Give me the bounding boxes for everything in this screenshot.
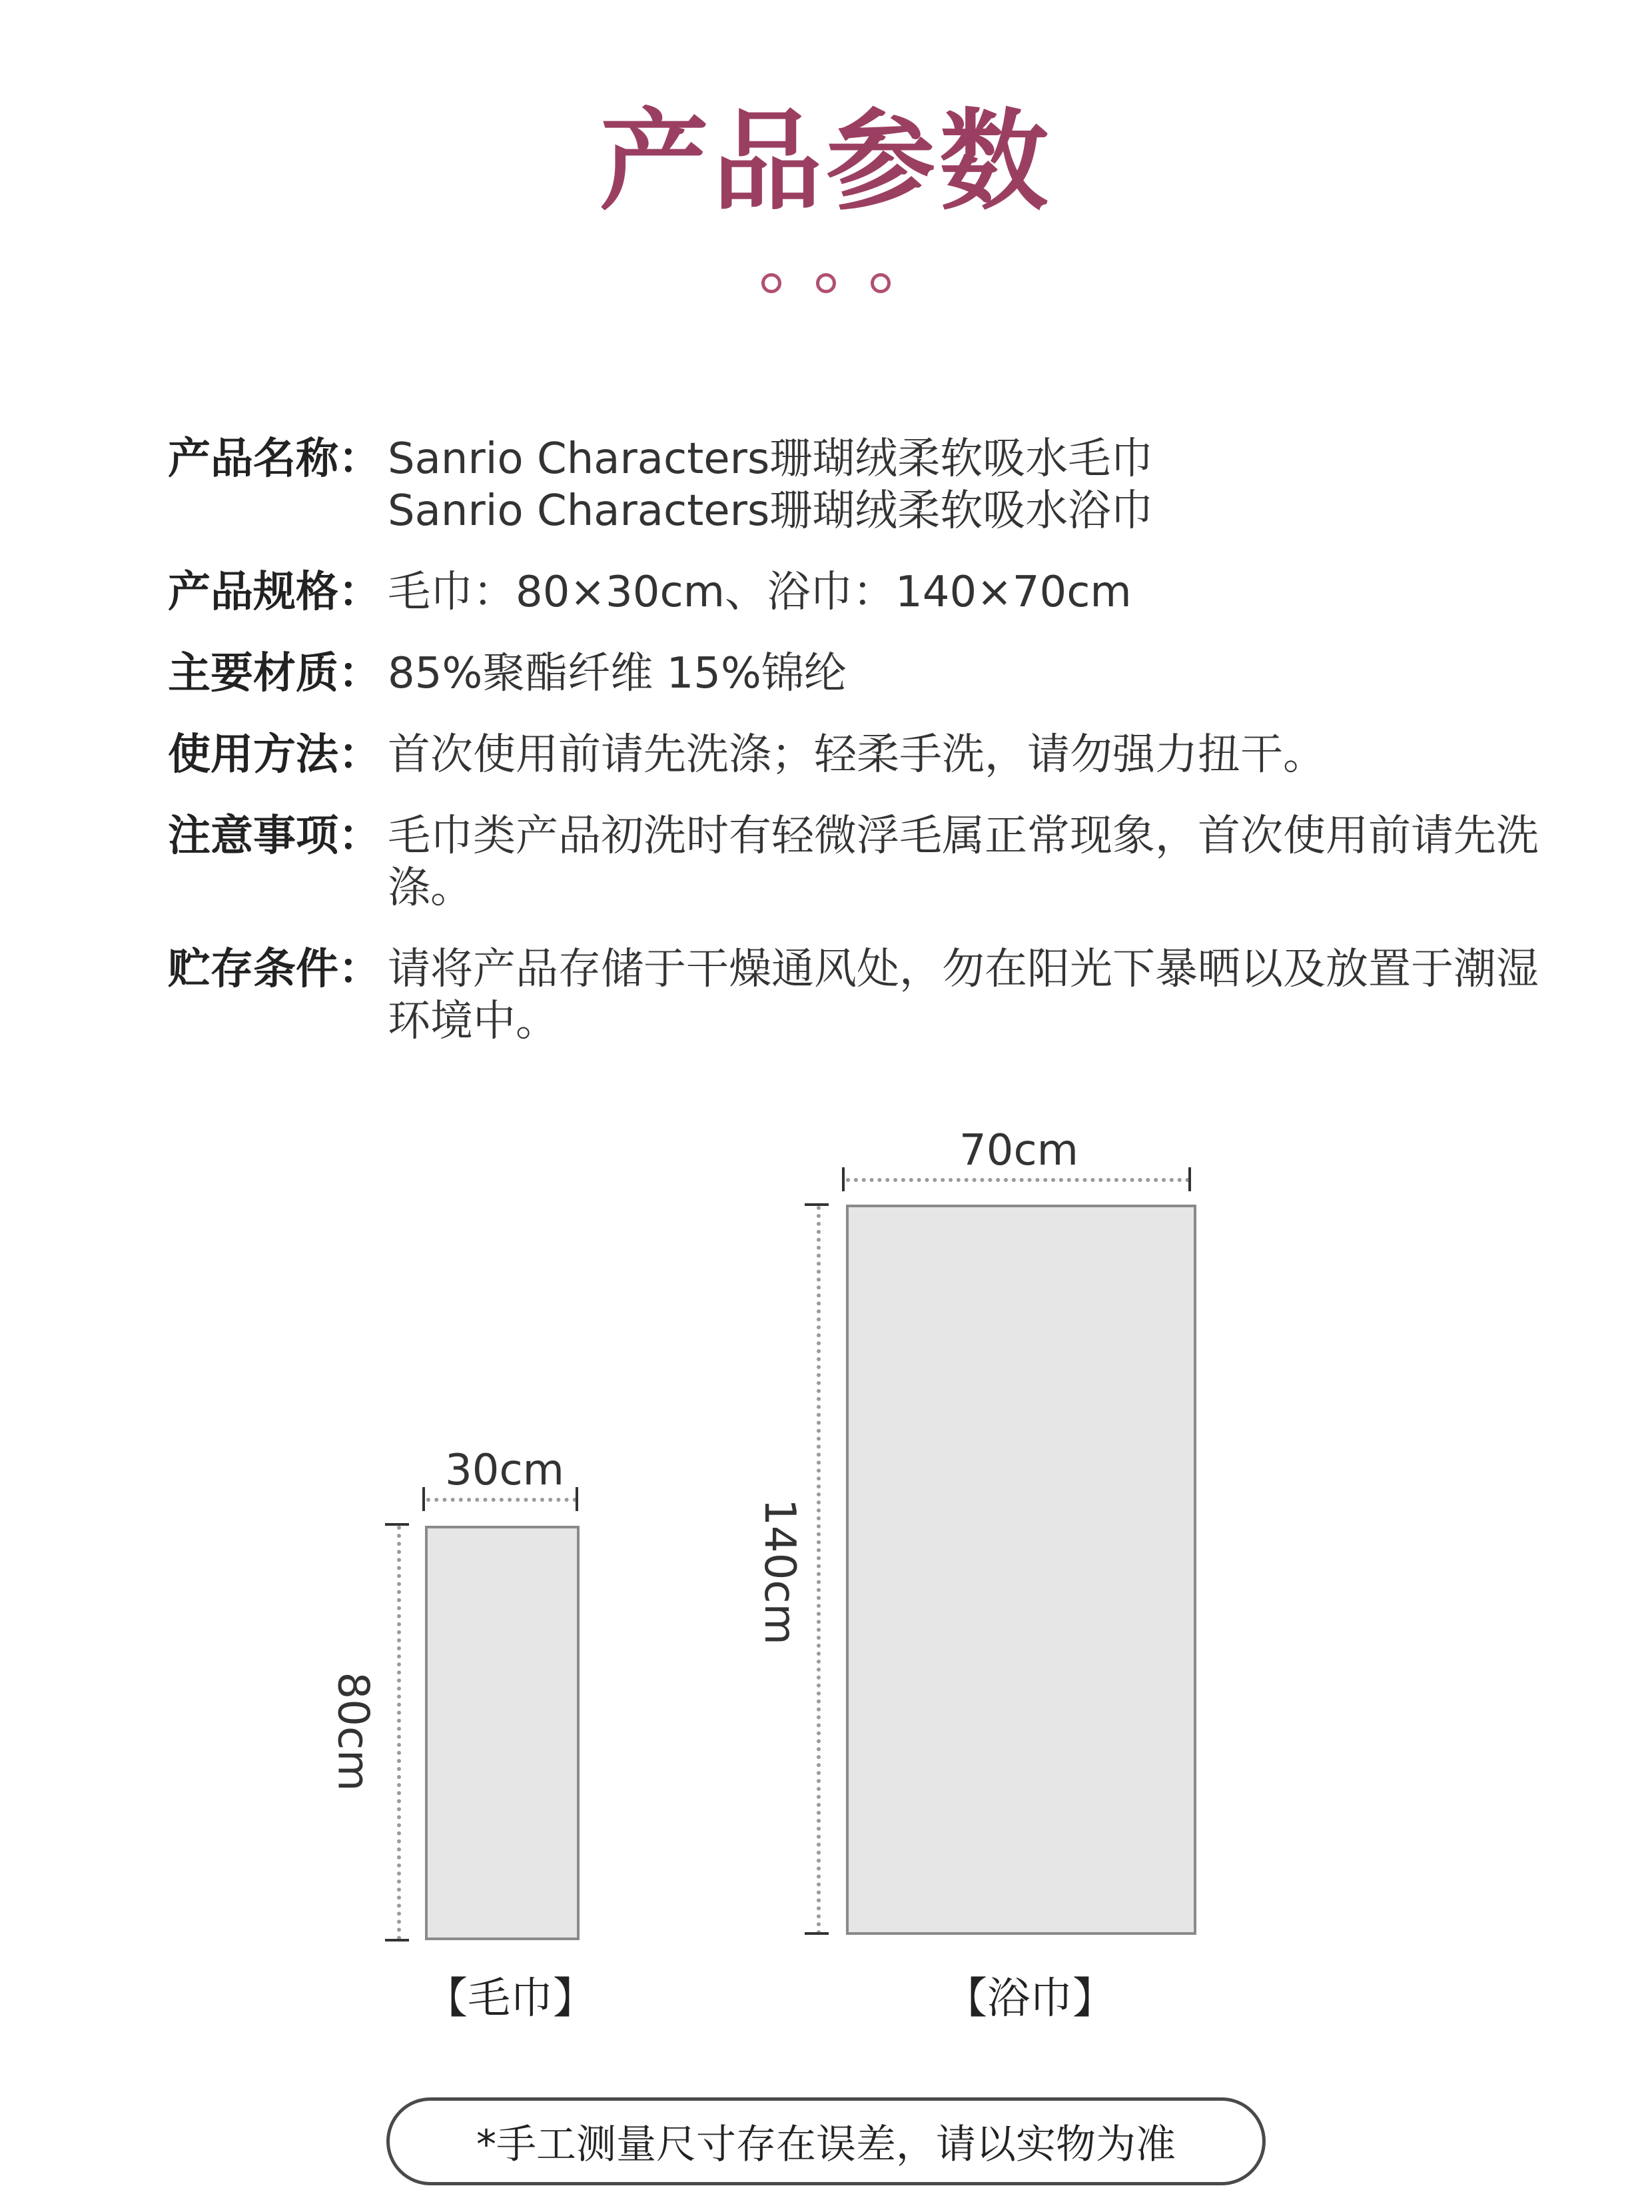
bath-towel-height-label: 140cm (754, 1498, 804, 1645)
ruler-tick (576, 1487, 578, 1511)
ruler-tick (1188, 1167, 1191, 1191)
spec-value-line: Sanrio Characters珊瑚绒柔软吸水浴巾 (388, 486, 1154, 536)
bath-towel-caption: 【浴巾】 (945, 1974, 1115, 2023)
spec-label: 使用方法： (168, 730, 381, 780)
spec-value-line: 毛巾：80×30cm、浴巾：140×70cm (388, 568, 1132, 617)
bath-towel-shape (846, 1205, 1196, 1935)
face-towel-caption: 【毛巾】 (425, 1974, 596, 2023)
spec-label: 注意事项： (168, 812, 381, 861)
ruler-tick (842, 1167, 845, 1191)
spec-label: 贮存条件： (168, 945, 381, 994)
face-towel-width-ruler (426, 1498, 577, 1502)
spec-value-line: 85%聚酯纤维 15%锦纶 (388, 649, 847, 698)
face-towel-height-ruler (397, 1526, 401, 1940)
ruler-tick (385, 1939, 409, 1941)
spec-label: 主要材质： (168, 649, 381, 698)
spec-value-line: 毛巾类产品初洗时有轻微浮毛属正常现象，首次使用前请先洗涤。 (388, 812, 1539, 913)
ruler-tick (805, 1203, 829, 1206)
bath-towel-height-ruler (817, 1206, 821, 1935)
bath-towel-width-ruler (846, 1178, 1190, 1182)
face-towel-width-label: 30cm (445, 1446, 564, 1495)
spec-label: 产品名称： (168, 434, 381, 484)
ruler-tick (805, 1932, 829, 1935)
bath-towel-width-label: 70cm (959, 1126, 1078, 1175)
spec-label: 产品规格： (168, 568, 381, 617)
ruler-tick (385, 1523, 409, 1526)
face-towel-shape (425, 1526, 580, 1940)
measurement-footnote: *手工测量尺寸存在误差，请以实物为准 (386, 2097, 1266, 2185)
ruler-tick (422, 1487, 425, 1511)
spec-value-line: Sanrio Characters珊瑚绒柔软吸水毛巾 (388, 434, 1154, 484)
spec-value-line: 请将产品存储于干燥通风处，勿在阳光下暴晒以及放置于潮湿环境中。 (388, 945, 1539, 1046)
face-towel-height-label: 80cm (328, 1672, 378, 1792)
spec-value-line: 首次使用前请先洗涤；轻柔手洗，请勿强力扭干。 (388, 730, 1326, 780)
page-title: 产品参数 (599, 97, 1052, 225)
